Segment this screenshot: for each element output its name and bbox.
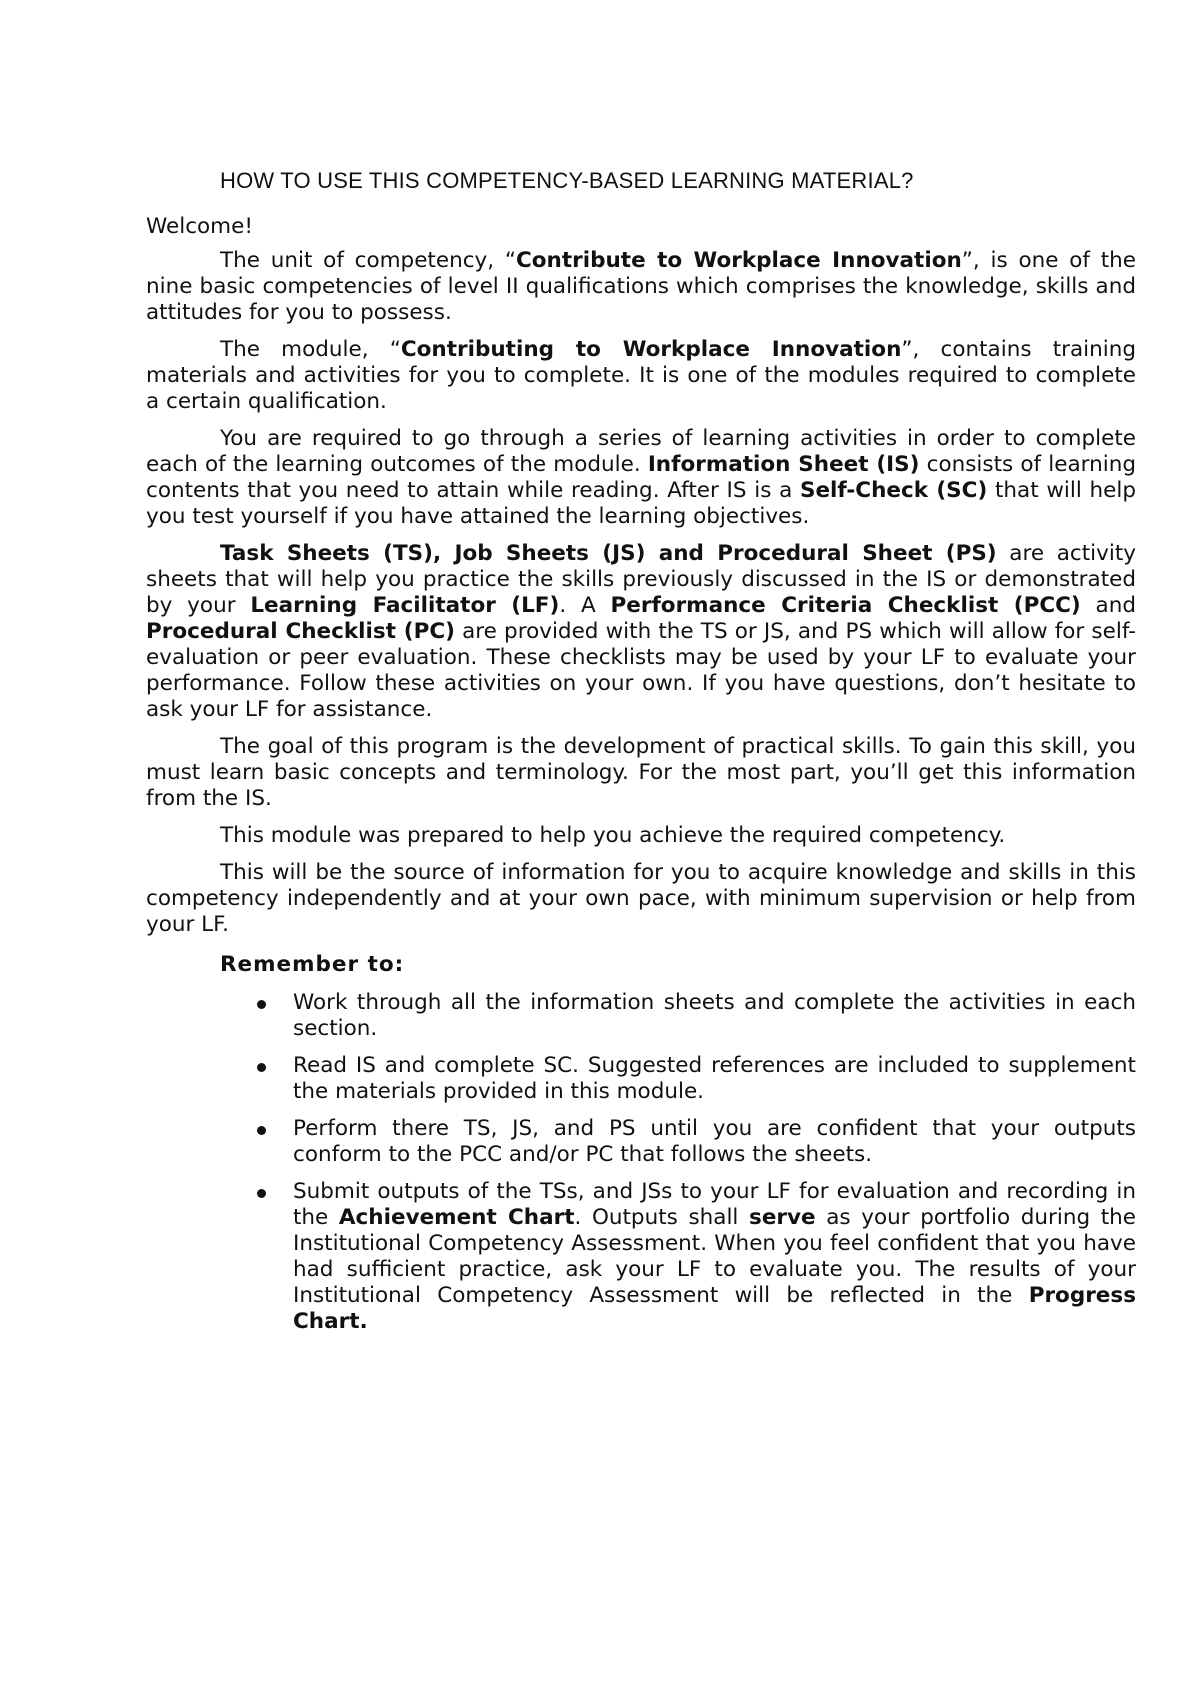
- bold-term: Task Sheets (TS), Job Sheets (JS) and Procedural Sheet (PS): [220, 541, 997, 566]
- text-run: . A: [559, 593, 611, 618]
- text-run: Perform there TS, JS, and PS until you are confident that your outputs conform to the PCC and/or PC that follows the sheets.: [293, 1116, 1136, 1167]
- paragraph-activity-sheets: [146, 541, 1136, 723]
- bullet-icon: [257, 1126, 266, 1135]
- text-run: consists of learning contents that you need to attain while reading. After IS is a: [146, 452, 1136, 503]
- bullet-icon: [257, 1000, 266, 1009]
- bold-term: Performance Criteria Checklist (PCC): [610, 593, 1081, 618]
- text-run: The module, “: [220, 337, 401, 362]
- text-run: that will help you test yourself if you have attained the learning objectives.: [146, 478, 1136, 529]
- remember-list: [146, 990, 1136, 1335]
- paragraph-learning-activities: [146, 426, 1136, 530]
- bold-term: Progress Chart.: [293, 1283, 1136, 1334]
- page-title: HOW TO USE THIS COMPETENCY-BASED LEARNING MATERIAL?: [220, 168, 914, 193]
- paragraph-program-goal: [146, 734, 1136, 812]
- bold-term: Procedural Checklist (PC): [146, 619, 455, 644]
- text-run: Submit outputs of the TSs, and JSs to your LF for evaluation and recording in the: [293, 1179, 1136, 1230]
- text-run: . Outputs shall: [574, 1205, 750, 1230]
- paragraph-unit-of-competency: [146, 248, 1136, 326]
- bold-term: Self-Check (SC): [799, 478, 988, 503]
- text-run: as your portfolio during the Institutional Competency Assessment. When you feel confident that you have had sufficient practice, ask your LF to evaluate you. The results of your Institutional Competency Assessment will be reflected in the: [293, 1205, 1137, 1308]
- text-run: This module was prepared to help you achieve the required competency.: [220, 823, 1006, 848]
- document-page: [146, 168, 1136, 1346]
- list-item-text: [293, 1179, 1136, 1334]
- body-paragraphs: [146, 248, 1136, 938]
- text-run: Work through all the information sheets and complete the activities in each section.: [293, 990, 1136, 1041]
- list-item-text: [293, 1116, 1136, 1167]
- bullet-icon: [257, 1063, 266, 1072]
- text-run: This will be the source of information for you to acquire knowledge and skills in this competency independently and at your own pace, with minimum supervision or help from your LF.: [146, 860, 1136, 937]
- bullet-icon: [257, 1189, 266, 1198]
- bold-term: Contributing to Workplace Innovation: [400, 337, 902, 362]
- list-item-text: [293, 1053, 1136, 1104]
- text-run: ”, is one of the nine basic competencies of level II qualifications which comprises the knowledge, skills and attitudes for you to possess.: [146, 248, 1136, 325]
- list-item: [293, 990, 1136, 1042]
- list-item: [293, 1179, 1136, 1335]
- bold-term: Learning Facilitator (LF): [250, 593, 560, 618]
- remember-heading: Remember to:: [220, 952, 405, 977]
- text-run: You are required to go through a series of learning activities in order to complete each of the learning outcomes of the module.: [146, 426, 1136, 477]
- list-item: [293, 1053, 1136, 1105]
- bold-term: Achievement Chart: [338, 1205, 575, 1230]
- paragraph-source-of-information: [146, 860, 1136, 938]
- list-item: [293, 1116, 1136, 1168]
- paragraph-module: [146, 337, 1136, 415]
- list-item-text: [293, 990, 1136, 1041]
- bold-term: serve: [749, 1205, 816, 1230]
- bold-term: Contribute to Workplace Innovation: [516, 248, 962, 273]
- text-run: and: [1080, 593, 1136, 618]
- text-run: Read IS and complete SC. Suggested references are included to supplement the materials provided in this module.: [293, 1053, 1136, 1104]
- text-run: The goal of this program is the development of practical skills. To gain this skill, you must learn basic concepts and terminology. For the most part, you’ll get this information from the IS.: [146, 734, 1136, 811]
- text-run: are provided with the TS or JS, and PS which will allow for self-evaluation or peer evaluation. These checklists may be used by your LF to evaluate your performance. Follow these activities on your own. If you have questions, don’t hesitate to ask your LF for assistance.: [146, 619, 1136, 722]
- paragraph-module-purpose: [146, 823, 1136, 849]
- text-run: ”, contains training materials and activities for you to complete. It is one of the modules required to complete a certain qualification.: [146, 337, 1136, 414]
- bold-term: Information Sheet (IS): [647, 452, 920, 477]
- text-run: The unit of competency, “: [220, 248, 516, 273]
- text-run: are activity sheets that will help you practice the skills previously discussed in the IS or demonstrated by your: [146, 541, 1136, 618]
- welcome-text: Welcome!: [146, 214, 253, 239]
